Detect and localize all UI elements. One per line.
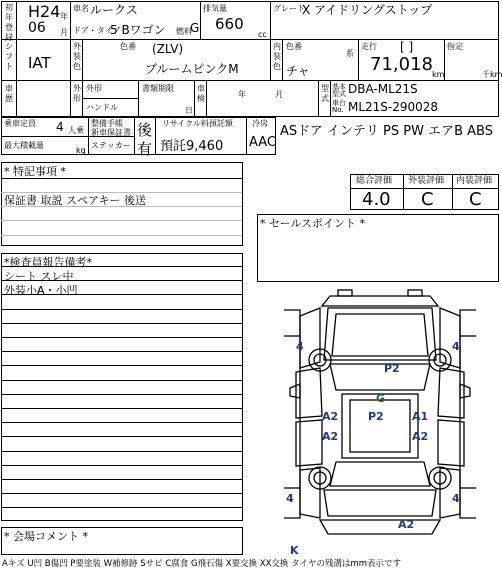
- special-notes-title: * 特記事項 *: [4, 165, 66, 178]
- report-rule-line: [1, 436, 242, 437]
- vin-value: ML21S-290028: [348, 100, 439, 114]
- model-label: 型式: [321, 84, 329, 103]
- month-value: 06: [28, 20, 46, 36]
- record-year: 年: [238, 90, 246, 99]
- maintenance-label: 整備手帳: [91, 119, 123, 128]
- capacity-unit: 人乗: [68, 126, 84, 135]
- aircon-label: 冷房: [252, 119, 268, 128]
- report-rule-line: [1, 351, 242, 352]
- interior-grade-label: 内装評価: [456, 176, 493, 186]
- car-name-label: 車名: [73, 4, 89, 13]
- sticker-label: ステッカー: [91, 141, 131, 150]
- shift-value: IAT: [28, 54, 51, 72]
- venue-comment-title: * 会場コメント *: [4, 530, 88, 543]
- record-month: 月: [275, 90, 283, 99]
- notes-rule-line: [1, 192, 242, 193]
- interior-color-label: 色番: [286, 42, 302, 51]
- report-rule-line: [1, 465, 242, 466]
- mark-a2-left: A2: [322, 410, 339, 423]
- report-rule-line: [1, 408, 242, 409]
- recycle-label: リサイクル料預託額: [162, 119, 233, 128]
- inspector-report-title: *検査員報告備考*: [4, 256, 92, 269]
- record-day: 日: [185, 106, 193, 115]
- vin-label: 車台No.: [332, 99, 346, 114]
- inspector-line-2: 外装小A・小凹: [4, 284, 78, 297]
- month-unit: 月: [60, 28, 68, 37]
- shape-sub-label: 外形: [86, 84, 102, 93]
- mark-a2-right: A2: [412, 430, 429, 443]
- displacement-unit: cc: [258, 30, 267, 39]
- report-rule-line: [1, 309, 242, 310]
- mark-p2-mid: P2: [368, 410, 384, 423]
- car-name: ルークス: [90, 3, 138, 17]
- color-name: ブルームピンクM: [145, 62, 239, 76]
- max-load-unit: kg: [76, 146, 86, 155]
- notes-rule-line: [1, 220, 242, 221]
- special-notes-text: 保証書 取説 スペアキー 後送: [4, 194, 147, 207]
- inspector-line-1: シート スレ中: [4, 270, 74, 283]
- door-type-label: ドア・タイプ: [73, 26, 121, 35]
- shift-label: シフト: [5, 42, 13, 71]
- report-rule-line: [1, 266, 242, 267]
- notes-rule-line: [1, 206, 242, 207]
- mileage-unit: km: [432, 70, 445, 79]
- interior-color: チャ: [286, 64, 310, 78]
- warranty-label: 新車保証書: [91, 128, 131, 137]
- base-model-label: 基本型式: [332, 83, 346, 98]
- base-model: DBA-ML21S: [348, 82, 418, 96]
- handle-label: ハンドル: [86, 103, 118, 112]
- mark-a1-right: A1: [412, 410, 429, 423]
- grade-value: X アイドリングストップ: [302, 3, 433, 17]
- mark-4-br: 4: [452, 492, 460, 505]
- spec-label: 指定: [447, 42, 463, 51]
- capacity-label: 乗車定員: [4, 119, 36, 128]
- mileage-bracket: [ ]: [400, 40, 414, 54]
- overall-grade: 4.0: [362, 189, 391, 210]
- year-unit: 年: [60, 12, 68, 21]
- mark-k: K: [290, 544, 299, 557]
- report-rule-line: [1, 493, 242, 494]
- mark-4-bl: 4: [286, 492, 294, 505]
- recycle-value: 預託9,460: [160, 139, 224, 154]
- interior-grade: C: [469, 189, 482, 210]
- rear-value: 後: [137, 121, 153, 139]
- record-label: 書類期限: [142, 84, 174, 93]
- interior-color-suffix: 系: [346, 49, 354, 58]
- legend: Aキズ U凹 B傷凹 P要塗装 W補修跡 Sサビ C腐食 G飛石傷 X要交換 XX交換 タイヤの残溝はmm表示です: [2, 559, 402, 569]
- report-rule-line: [1, 323, 242, 324]
- mark-4-tl: 4: [296, 340, 304, 353]
- exterior-label: 外装色: [73, 42, 81, 71]
- capacity-value: 4: [56, 120, 64, 134]
- report-rule-line: [1, 380, 242, 381]
- mark-a2-bottom: A2: [398, 518, 415, 531]
- interior-label: 内装色: [273, 42, 281, 71]
- mark-4-tr: 4: [452, 340, 460, 353]
- year-value: H24: [28, 2, 61, 21]
- mark-g: G: [376, 392, 386, 405]
- exterior-grade-label: 外装評価: [408, 176, 445, 186]
- car-history-label: 車歴: [5, 84, 13, 103]
- shape-label: 外形: [73, 84, 81, 103]
- report-rule-line: [1, 422, 242, 423]
- displacement-value: 660: [215, 15, 244, 33]
- color-label: 色番: [120, 42, 136, 51]
- fuel-label: 燃料: [176, 27, 192, 36]
- mark-p2-top: P2: [384, 362, 400, 375]
- aircon-value: AAC: [249, 135, 276, 150]
- door-type: 5 Bワゴン: [110, 23, 166, 37]
- notes-rule-line: [1, 235, 242, 236]
- report-rule-line: [1, 479, 242, 480]
- mileage-value: 71,018: [370, 54, 433, 75]
- spec-unit: 千km: [482, 70, 502, 79]
- equipment-list: ASドア インテリ PS PW エアB ABS: [280, 124, 493, 139]
- report-rule-line: [1, 337, 242, 338]
- color-code: (ZLV): [152, 42, 184, 56]
- max-load-label: 最大積載量: [4, 141, 44, 150]
- sales-points-title: * セールスポイント *: [260, 217, 366, 230]
- mileage-label: 走行: [361, 42, 377, 51]
- overall-grade-label: 総合評価: [356, 176, 393, 186]
- report-rule-line: [1, 394, 242, 395]
- era-label: 初年登録: [5, 3, 13, 42]
- mark-a2-left2: A2: [322, 430, 339, 443]
- report-rule-line: [1, 365, 242, 366]
- exterior-grade: C: [421, 189, 434, 210]
- report-rule-line: [1, 507, 242, 508]
- grade-label: グレード: [273, 4, 305, 13]
- sticker-yes: 有: [137, 140, 153, 158]
- displacement-label: 排気量: [203, 4, 227, 13]
- report-rule-line: [1, 451, 242, 452]
- inspection-label: 車検: [197, 84, 205, 103]
- fuel-value: G: [190, 21, 200, 35]
